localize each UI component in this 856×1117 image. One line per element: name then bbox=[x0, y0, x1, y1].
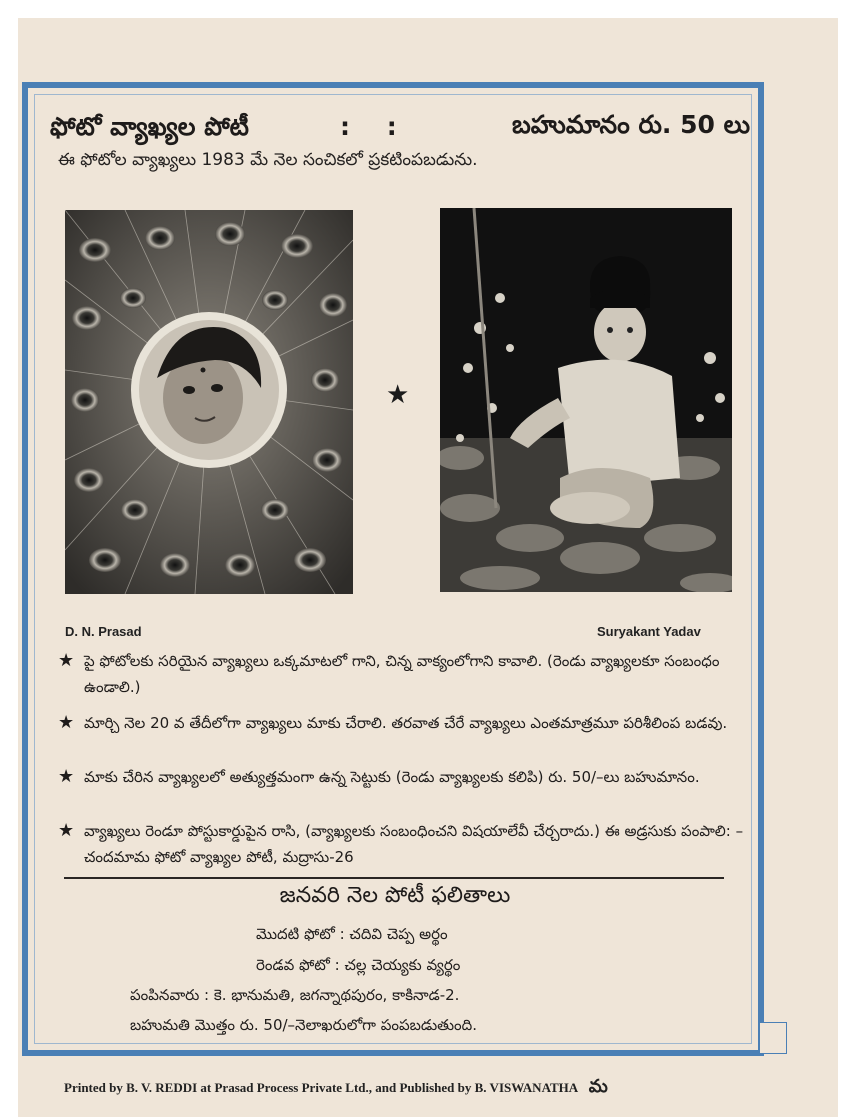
header-separator: : : bbox=[340, 112, 411, 141]
page-mark: మ bbox=[588, 1076, 608, 1097]
rule-text: వ్యాఖ్యలు రెండూ పోస్టుకార్డుపైన రాసి, (వ్యాఖ్యలకు సంబంధించని విషయాలేవీ చేర్చరాదు.) ఈ అడ్రసుకు పంపాలి: – చందమామ ఫోటో వ్యాఖ్యల పోటీ, మద్రాసు-26 bbox=[84, 822, 744, 866]
contest-title: ఫోటో వ్యాఖ్యల పోటీ bbox=[50, 112, 249, 141]
rule-item-4 bbox=[58, 818, 748, 874]
first-photo-result: మొదటి ఫోటో : చదివి చెప్ప అర్థం bbox=[256, 925, 448, 943]
bullet-star-icon: ★ bbox=[58, 820, 75, 841]
peacock-feather-image bbox=[65, 210, 353, 594]
left-photo-credit: D. N. Prasad bbox=[65, 624, 142, 639]
page-corner-tab bbox=[760, 1022, 787, 1054]
child-garden-photo bbox=[440, 208, 732, 592]
prize-amount: బహుమానం రు. 50 లు bbox=[511, 110, 750, 139]
printer-footer bbox=[64, 1076, 784, 1101]
footer-text: Printed by B. V. REDDI at Prasad Process Private Ltd., and Published by B. VISWANATHA bbox=[64, 1080, 578, 1095]
section-divider bbox=[64, 877, 724, 879]
rule-text: మాకు చేరిన వ్యాఖ్యలలో అత్యుత్తమంగా ఉన్న సెట్టుకు (రెండు వ్యాఖ్యలకు కలిపి) రు. 50/–లు బహుమానం. bbox=[84, 768, 700, 786]
announcement-line: ఈ ఫోటోల వ్యాఖ్యలు 1983 మే నెల సంచికలో ప్రకటింపబడును. bbox=[58, 150, 478, 170]
rule-text: మార్చి నెల 20 వ తేదీలోగా వ్యాఖ్యలు మాకు చేరాలి. తరవాత చేరే వ్యాఖ్యలు ఎంతమాత్రమూ పరిశీలింప బడవు. bbox=[84, 714, 728, 732]
second-photo-result: రెండవ ఫోటో : చల్ల చెయ్యకు వ్యర్థం bbox=[256, 956, 461, 974]
contest-header bbox=[50, 106, 750, 150]
rule-item-2 bbox=[58, 710, 748, 766]
bullet-star-icon: ★ bbox=[58, 766, 75, 787]
bullet-star-icon: ★ bbox=[58, 712, 75, 733]
right-photo-credit: Suryakant Yadav bbox=[597, 624, 701, 639]
rule-item-3 bbox=[58, 764, 748, 820]
results-title: జనవరి నెల పోటీ ఫలితాలు bbox=[279, 883, 511, 908]
prize-note: బహుమతి మొత్తం రు. 50/–నెలాఖరులోగా పంపబడుతుంది. bbox=[130, 1016, 478, 1034]
bullet-star-icon: ★ bbox=[58, 650, 75, 671]
child-garden-image bbox=[440, 208, 732, 592]
winner-sender: పంపినవారు : కె. భానుమతి, జగన్నాథపురం, కాకినాడ-2. bbox=[130, 986, 460, 1004]
rule-item-1 bbox=[58, 648, 748, 704]
divider-star-icon: ★ bbox=[386, 380, 410, 410]
peacock-photo bbox=[65, 210, 353, 594]
rule-text: పై ఫోటోలకు సరియైన వ్యాఖ్యలు ఒక్కమాటలో గాని, చిన్న వాక్యంలోగాని కావాలి. (రెండు వ్యాఖ్యలకూ సంబంధం ఉండాలి.) bbox=[84, 652, 720, 696]
